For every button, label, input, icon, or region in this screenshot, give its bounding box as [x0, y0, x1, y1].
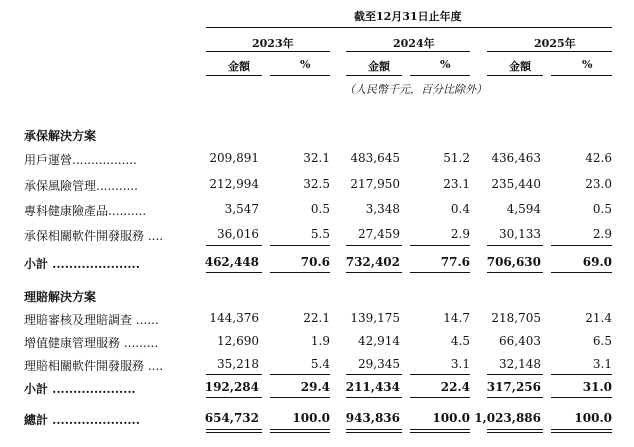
cell-percent-2023: 32.5 [303, 177, 330, 191]
percent-header-2023: % [300, 58, 311, 71]
total-double-underline [551, 429, 612, 433]
cell-percent-2024: 51.2 [443, 151, 470, 165]
subtotal-rule [270, 245, 330, 246]
cell-amount-2024: 483,645 [350, 151, 400, 165]
cell-amount-2024: 27,459 [358, 227, 400, 241]
subtotal-percent-2023: 70.6 [300, 255, 330, 269]
cell-percent-2025: 6.5 [592, 334, 612, 348]
row-label: 專科健康險產品.......... [24, 204, 147, 218]
subtotal-underline [410, 397, 470, 398]
subtotal-underline [551, 272, 612, 273]
subtotal-rule [346, 374, 402, 375]
percent-header-2025: % [582, 58, 593, 71]
subtotal-underline [270, 397, 330, 398]
col-rule [410, 75, 470, 76]
subtotal-rule [206, 245, 262, 246]
subtotal-rule [551, 245, 612, 246]
section-title: 理賠解決方案 [24, 290, 97, 304]
subtotal-underline [206, 272, 262, 273]
subtotal-rule [206, 374, 262, 375]
cell-amount-2023: 212,994 [209, 177, 259, 191]
col-rule [206, 75, 262, 76]
cell-percent-2023: 22.1 [303, 311, 330, 325]
total-percent-2023: 100.0 [292, 411, 330, 425]
cell-amount-2024: 3,348 [365, 202, 400, 216]
subtotal-amount-2024: 211,434 [345, 380, 400, 394]
subtotal-rule [410, 245, 470, 246]
subtotal-underline [487, 397, 543, 398]
cell-percent-2024: 3.1 [450, 357, 470, 371]
subtotal-rule [270, 374, 330, 375]
total-double-underline [410, 429, 470, 433]
cell-amount-2023: 144,376 [209, 311, 259, 325]
cell-amount-2025: 32,148 [499, 357, 541, 371]
subtotal-underline [206, 397, 262, 398]
row-label: 理賠相關軟件開發服務 .... [24, 359, 164, 373]
section-title: 承保解決方案 [24, 129, 97, 143]
subtotal-amount-2025: 317,256 [486, 380, 541, 394]
cell-percent-2024: 0.4 [450, 202, 470, 216]
cell-amount-2023: 209,891 [209, 151, 259, 165]
row-label: 用戶運營................. [24, 153, 137, 167]
cell-percent-2024: 4.5 [450, 334, 470, 348]
total-double-underline [346, 429, 402, 433]
cell-percent-2024: 23.1 [443, 177, 470, 191]
subtotal-percent-2025: 31.0 [582, 380, 612, 394]
subtotal-underline [270, 272, 330, 273]
cell-amount-2025: 436,463 [491, 151, 541, 165]
subtotal-rule [410, 374, 470, 375]
col-rule [487, 75, 543, 76]
row-label: 增值健康管理服務 ......... [24, 336, 159, 350]
col-rule [270, 75, 330, 76]
cell-amount-2023: 3,547 [224, 202, 259, 216]
cell-percent-2023: 32.1 [303, 151, 330, 165]
cell-percent-2024: 2.9 [450, 227, 470, 241]
total-double-underline [487, 429, 543, 433]
cell-percent-2023: 0.5 [310, 202, 330, 216]
total-amount-2025: 1,023,886 [474, 411, 541, 425]
subtotal-underline [346, 397, 402, 398]
year-rule-2025 [487, 51, 612, 52]
year-2025: 2025年 [534, 37, 576, 50]
unit-note: （人民幣千元，百分比除外） [344, 83, 487, 96]
cell-amount-2025: 235,440 [491, 177, 541, 191]
cell-amount-2024: 42,914 [358, 334, 400, 348]
total-amount-2024: 943,836 [345, 411, 400, 425]
total-amount-2023: 654,732 [204, 411, 259, 425]
subtotal-amount-2023: 462,448 [204, 255, 259, 269]
subtotal-percent-2024: 77.6 [440, 255, 470, 269]
cell-percent-2023: 5.4 [310, 357, 330, 371]
subtotal-underline [487, 272, 543, 273]
cell-percent-2023: 1.9 [310, 334, 330, 348]
cell-percent-2025: 0.5 [592, 202, 612, 216]
year-2024: 2024年 [393, 37, 435, 50]
cell-percent-2024: 14.7 [443, 311, 470, 325]
total-double-underline [206, 429, 262, 433]
subtotal-amount-2025: 706,630 [486, 255, 541, 269]
subtotal-underline [551, 397, 612, 398]
cell-percent-2025: 23.0 [585, 177, 612, 191]
percent-header-2024: % [440, 58, 451, 71]
cell-amount-2024: 29,345 [358, 357, 400, 371]
cell-amount-2025: 218,705 [491, 311, 541, 325]
amount-header-2023: 金額 [228, 60, 250, 73]
cell-percent-2025: 42.6 [585, 151, 612, 165]
cell-amount-2024: 217,950 [350, 177, 400, 191]
total-percent-2025: 100.0 [574, 411, 612, 425]
subtotal-label: 小計 .................... [24, 382, 136, 396]
subtotal-rule [551, 374, 612, 375]
col-rule [551, 75, 612, 76]
row-label: 承保風險管理........... [24, 179, 138, 193]
row-label: 理賠審核及理賠調查 ...... [24, 313, 159, 327]
cell-amount-2023: 12,690 [217, 334, 259, 348]
amount-header-2025: 金額 [509, 60, 531, 73]
total-label: 總計 ..................... [24, 413, 140, 427]
subtotal-percent-2025: 69.0 [582, 255, 612, 269]
cell-amount-2025: 30,133 [499, 227, 541, 241]
cell-amount-2024: 139,175 [350, 311, 400, 325]
cell-percent-2025: 3.1 [592, 357, 612, 371]
cell-amount-2023: 36,016 [217, 227, 259, 241]
col-rule [346, 75, 402, 76]
subtotal-label: 小計 ..................... [24, 257, 140, 271]
cell-amount-2023: 35,218 [217, 357, 259, 371]
year-rule-2024 [346, 51, 470, 52]
year-rule-2023 [206, 51, 330, 52]
year-2023: 2023年 [252, 37, 294, 50]
period-title: 截至12月31日止年度 [354, 10, 462, 23]
subtotal-underline [346, 272, 402, 273]
cell-amount-2025: 4,594 [506, 202, 541, 216]
cell-percent-2023: 5.5 [310, 227, 330, 241]
row-label: 承保相關軟件開發服務 .... [24, 229, 164, 243]
total-double-underline [270, 429, 330, 433]
subtotal-amount-2024: 732,402 [345, 255, 400, 269]
subtotal-amount-2023: 192,284 [204, 380, 259, 394]
subtotal-underline [410, 272, 470, 273]
cell-amount-2025: 66,403 [499, 334, 541, 348]
total-percent-2024: 100.0 [432, 411, 470, 425]
cell-percent-2025: 2.9 [592, 227, 612, 241]
subtotal-rule [487, 245, 543, 246]
amount-header-2024: 金額 [368, 60, 390, 73]
subtotal-rule [487, 374, 543, 375]
subtotal-percent-2023: 29.4 [300, 380, 330, 394]
subtotal-percent-2024: 22.4 [440, 380, 470, 394]
cell-percent-2025: 21.4 [585, 311, 612, 325]
header-rule [206, 27, 612, 28]
subtotal-rule [346, 245, 402, 246]
